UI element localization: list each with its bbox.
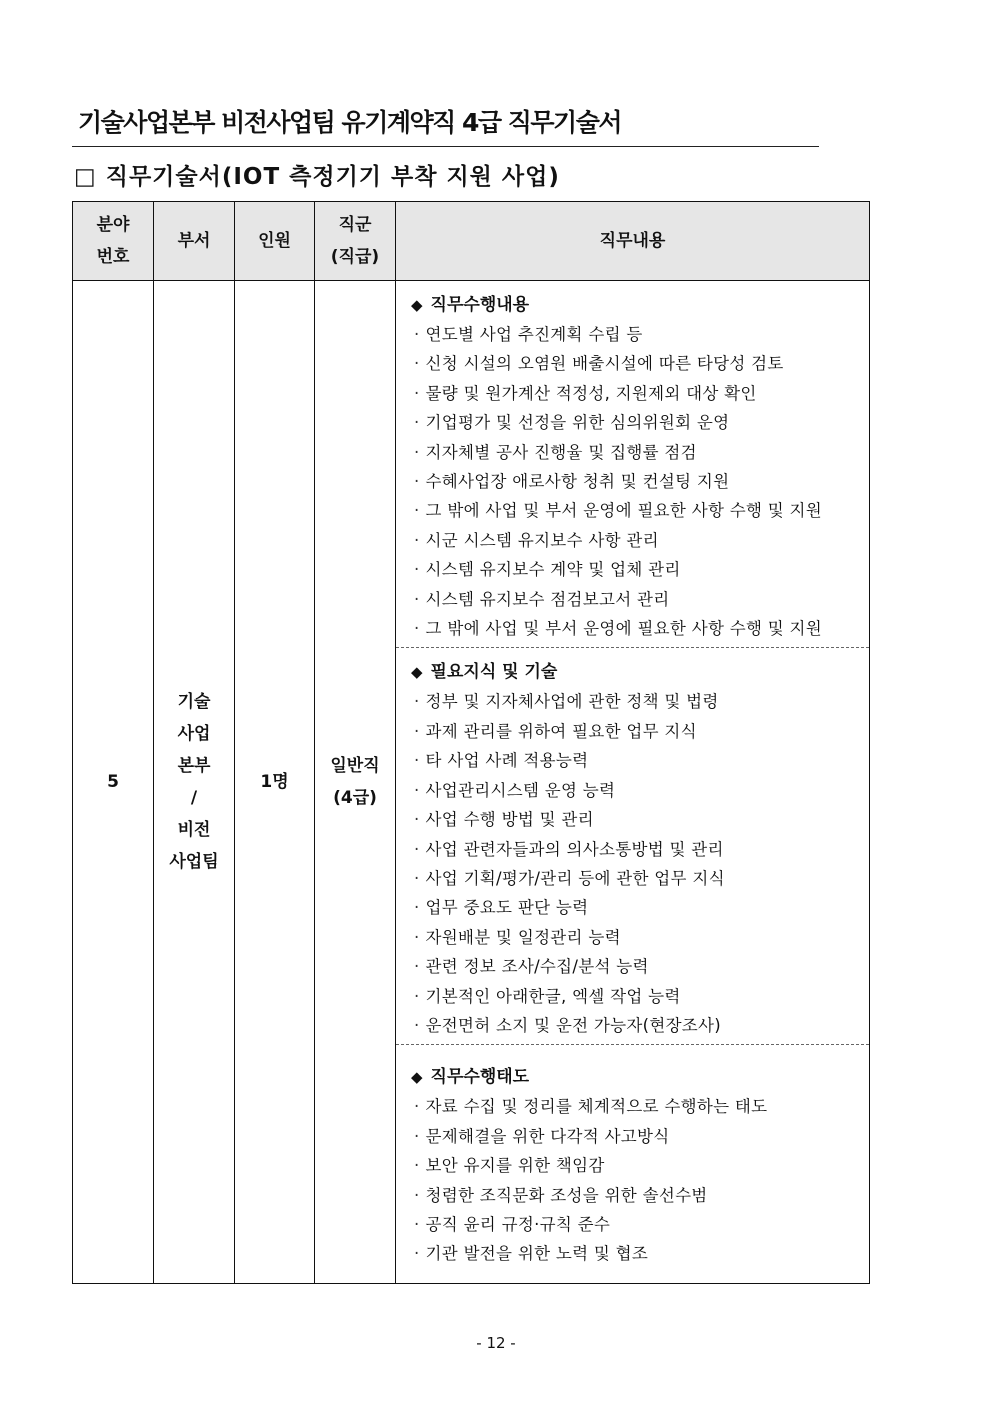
list-item (411, 805, 859, 834)
dot-bullet-icon: · (414, 560, 420, 580)
dot-bullet-icon: · (414, 1126, 420, 1146)
department-line: / (190, 787, 198, 808)
list-item-text: 수혜사업장 애로사항 청취 및 컨설팅 지원 (425, 472, 730, 492)
list-item (411, 687, 859, 716)
section-title: 필요지식 및 기술 (430, 662, 558, 683)
grade-cell (315, 281, 396, 1284)
page-number: - 12 - (476, 1334, 516, 1352)
list-item-text: 보안 유지를 위한 책임감 (425, 1156, 605, 1176)
list-item-text: 자원배분 및 일정관리 능력 (425, 927, 621, 947)
list-item-text: 신청 시설의 오염원 배출시설에 따른 타당성 검토 (425, 354, 784, 374)
list-item-text: 관련 정보 조사/수집/분석 능력 (425, 957, 649, 977)
header-grade-line2: (직급) (330, 247, 380, 267)
dot-bullet-icon: · (414, 1156, 420, 1176)
dot-bullet-icon: · (414, 1015, 420, 1035)
dot-bullet-icon: · (414, 957, 420, 977)
dot-bullet-icon: · (414, 530, 420, 550)
diamond-bullet-icon: ◆ (411, 1068, 423, 1087)
list-item (411, 1210, 859, 1239)
document-title: 기술사업본부 비전사업팀 유기계약직 4급 직무기술서 (78, 108, 622, 137)
section-header (411, 291, 859, 320)
list-item-text: 연도별 사업 추진계획 수립 등 (425, 325, 643, 344)
list-item-text: 자료 수집 및 정리를 체계적으로 수행하는 태도 (425, 1097, 768, 1117)
header-grade (315, 202, 396, 281)
list-item (411, 1011, 859, 1040)
list-item-text: 그 밖에 사업 및 부서 운영에 필요한 사항 수행 및 지원 (425, 619, 823, 639)
department-line: 사업팀 (169, 851, 219, 872)
list-item-text: 공직 윤리 규정·규칙 준수 (425, 1214, 611, 1234)
list-item-text: 그 밖에 사업 및 부서 운영에 필요한 사항 수행 및 지원 (425, 501, 823, 521)
header-headcount: 인원 (235, 202, 315, 281)
table-row (73, 281, 870, 1284)
list-item (411, 467, 859, 496)
section-title: 직무수행내용 (430, 295, 530, 315)
section-header (411, 658, 859, 687)
list-item-text: 지자체별 공사 진행율 및 집행률 점검 (425, 442, 697, 462)
list-item (411, 379, 859, 408)
department-line: 사업 (177, 723, 211, 744)
header-field-number (73, 202, 154, 281)
list-item-text: 업무 중요도 판단 능력 (425, 898, 589, 918)
list-item (411, 893, 859, 922)
grade-line: (4급) (333, 787, 377, 808)
header-field-number-line2: 번호 (96, 247, 130, 267)
list-item-text: 사업관리시스템 운영 능력 (425, 780, 616, 800)
dot-bullet-icon: · (414, 898, 420, 918)
dot-bullet-icon: · (414, 501, 420, 521)
dot-bullet-icon: · (414, 1244, 420, 1264)
list-item (411, 717, 859, 746)
list-item (411, 496, 859, 525)
list-item-text: 시스템 유지보수 계약 및 업체 관리 (425, 560, 681, 580)
dot-bullet-icon: · (414, 839, 420, 859)
dot-bullet-icon: · (414, 354, 420, 374)
dot-bullet-icon: · (414, 325, 420, 344)
list-item-text: 청렴한 조직문화 조성을 위한 솔선수범 (425, 1185, 708, 1205)
section-header (411, 1063, 859, 1092)
list-item (411, 438, 859, 467)
list-item (411, 585, 859, 614)
dot-bullet-icon: · (414, 810, 420, 830)
dot-bullet-icon: · (414, 472, 420, 492)
dot-bullet-icon: · (414, 868, 420, 888)
list-item-text: 기업평가 및 선정을 위한 심의위원회 운영 (425, 413, 730, 433)
list-item (411, 864, 859, 893)
diamond-bullet-icon: ◆ (411, 663, 423, 682)
dot-bullet-icon: · (414, 986, 420, 1006)
title-underline (72, 146, 819, 147)
list-item (411, 320, 859, 349)
dot-bullet-icon: · (414, 589, 420, 609)
grade-line: 일반직 (330, 755, 380, 776)
duties-cell (396, 281, 870, 1284)
list-item-text: 사업 수행 방법 및 관리 (425, 810, 594, 830)
list-item-text: 물량 및 원가계산 적정성, 지원제외 대상 확인 (425, 383, 757, 403)
list-item (411, 555, 859, 584)
list-item (411, 1122, 859, 1151)
dot-bullet-icon: · (414, 780, 420, 800)
dot-bullet-icon: · (414, 442, 420, 462)
list-item (411, 923, 859, 952)
table-header-row (73, 202, 870, 281)
list-item-text: 사업 기획/평가/관리 등에 관한 업무 지식 (425, 868, 725, 888)
header-grade-line1: 직군 (338, 215, 372, 235)
headcount-cell: 1명 (235, 281, 315, 1284)
list-item (411, 614, 859, 643)
list-item (411, 1181, 859, 1210)
list-item (411, 526, 859, 555)
list-item (411, 835, 859, 864)
department-line: 비전 (177, 819, 211, 840)
list-item (411, 982, 859, 1011)
field-number-cell: 5 (73, 281, 154, 1284)
list-item-text: 시스템 유지보수 점검보고서 관리 (425, 589, 670, 609)
dot-bullet-icon: · (414, 1097, 420, 1117)
duty-section-knowledge (396, 647, 869, 1044)
job-description-table (72, 201, 870, 1284)
list-item (411, 1239, 859, 1268)
duty-section-attitude (396, 1044, 869, 1282)
dot-bullet-icon: · (414, 927, 420, 947)
dot-bullet-icon: · (414, 413, 420, 433)
list-item-text: 정부 및 지자체사업에 관한 정책 및 법령 (425, 692, 719, 712)
list-item-text: 문제해결을 위한 다각적 사고방식 (425, 1126, 670, 1146)
dot-bullet-icon: · (414, 383, 420, 403)
duty-section-performance (396, 281, 869, 647)
section-heading: □ 직무기술서(IOT 측정기기 부착 지원 사업) (74, 164, 560, 190)
department-line: 본부 (177, 755, 211, 776)
dot-bullet-icon: · (414, 619, 420, 639)
diamond-bullet-icon: ◆ (411, 296, 423, 314)
list-item-text: 사업 관련자들과의 의사소통방법 및 관리 (425, 839, 724, 859)
list-item (411, 1092, 859, 1121)
header-duties: 직무내용 (396, 202, 870, 281)
dot-bullet-icon: · (414, 751, 420, 771)
list-item-text: 과제 관리를 위하여 필요한 업무 지식 (425, 721, 697, 741)
dot-bullet-icon: · (414, 692, 420, 712)
section-title: 직무수행태도 (430, 1067, 530, 1088)
list-item-text: 타 사업 사례 적용능력 (425, 751, 589, 771)
header-field-number-line1: 분야 (96, 215, 130, 235)
list-item (411, 1151, 859, 1180)
dot-bullet-icon: · (414, 1214, 420, 1234)
list-item-text: 운전면허 소지 및 운전 가능자(현장조사) (425, 1015, 722, 1035)
department-line: 기술 (177, 691, 211, 712)
list-item-text: 기본적인 아래한글, 엑셀 작업 능력 (425, 986, 681, 1006)
list-item (411, 952, 859, 981)
dot-bullet-icon: · (414, 1185, 420, 1205)
list-item (411, 408, 859, 437)
header-department: 부서 (154, 202, 235, 281)
list-item-text: 시군 시스템 유지보수 사항 관리 (425, 530, 659, 550)
department-cell (154, 281, 235, 1284)
list-item (411, 349, 859, 378)
list-item (411, 746, 859, 775)
dot-bullet-icon: · (414, 721, 420, 741)
list-item (411, 776, 859, 805)
list-item-text: 기관 발전을 위한 노력 및 협조 (425, 1244, 649, 1264)
